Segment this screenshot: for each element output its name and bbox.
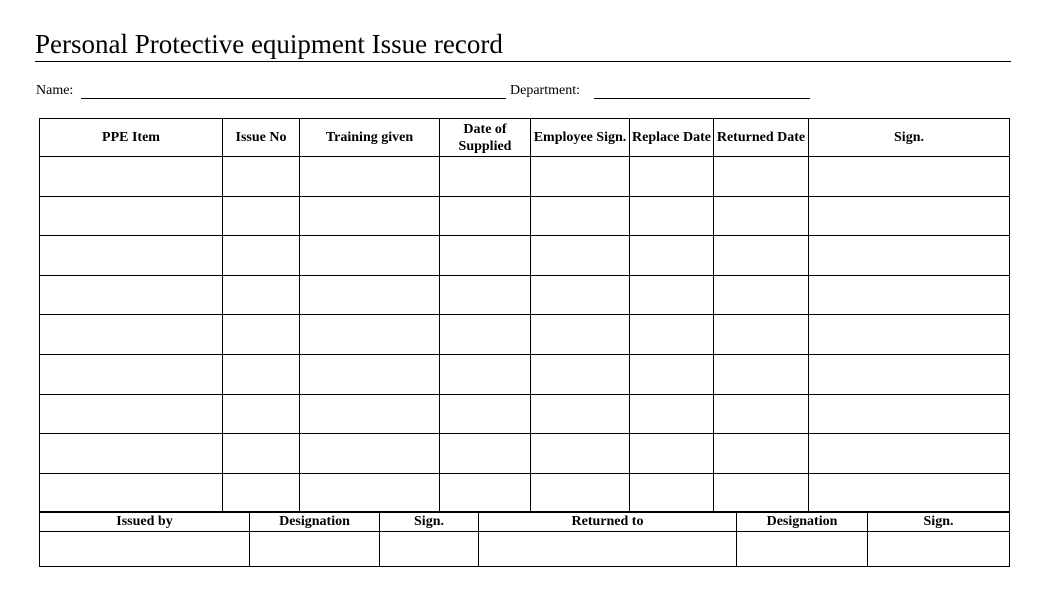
footer-header-row — [40, 512, 1010, 532]
returned-date-cell[interactable] — [714, 236, 809, 276]
issue-no-cell[interactable] — [223, 434, 300, 474]
department-field[interactable] — [594, 98, 810, 99]
header-issue-no: Issue No — [223, 119, 300, 157]
replace-date-cell[interactable] — [630, 354, 714, 394]
issue-no-cell[interactable] — [223, 196, 300, 236]
employee-sign-cell[interactable] — [531, 354, 630, 394]
training-given-cell[interactable] — [300, 236, 440, 276]
header-sign: Sign. — [380, 512, 479, 532]
ppe-item-cell[interactable] — [40, 473, 223, 513]
issuer-designation-cell[interactable] — [250, 532, 380, 567]
table-row — [40, 236, 1010, 276]
header-designation: Designation — [250, 512, 380, 532]
training-given-cell[interactable] — [300, 196, 440, 236]
header-issued-by: Issued by — [40, 512, 250, 532]
date-supplied-cell[interactable] — [440, 473, 531, 513]
department-label: Department: — [510, 83, 580, 98]
date-supplied-cell[interactable] — [440, 315, 531, 355]
employee-sign-cell[interactable] — [531, 157, 630, 197]
name-field[interactable] — [81, 98, 506, 99]
table-row — [40, 394, 1010, 434]
header-designation: Designation — [737, 512, 868, 532]
returned-date-cell[interactable] — [714, 275, 809, 315]
header-returned-to: Returned to — [479, 512, 737, 532]
sign-cell[interactable] — [809, 275, 1010, 315]
footer-entry-row — [40, 532, 1010, 567]
header-date-supplied: Date of Supplied — [440, 119, 531, 157]
receiver-sign-cell[interactable] — [868, 532, 1010, 567]
employee-sign-cell[interactable] — [531, 236, 630, 276]
issued-by-cell[interactable] — [40, 532, 250, 567]
replace-date-cell[interactable] — [630, 315, 714, 355]
page-title: Personal Protective equipment Issue record — [35, 29, 503, 59]
date-supplied-cell[interactable] — [440, 275, 531, 315]
ppe-item-cell[interactable] — [40, 394, 223, 434]
header-replace-date: Replace Date — [630, 119, 714, 157]
returned-date-cell[interactable] — [714, 315, 809, 355]
ppe-item-cell[interactable] — [40, 354, 223, 394]
sign-cell[interactable] — [809, 354, 1010, 394]
title-underline — [35, 61, 1011, 62]
receiver-designation-cell[interactable] — [737, 532, 868, 567]
sign-cell[interactable] — [809, 473, 1010, 513]
issuer-sign-cell[interactable] — [380, 532, 479, 567]
date-supplied-cell[interactable] — [440, 196, 531, 236]
employee-sign-cell[interactable] — [531, 275, 630, 315]
sign-cell[interactable] — [809, 315, 1010, 355]
issue-no-cell[interactable] — [223, 354, 300, 394]
returned-to-cell[interactable] — [479, 532, 737, 567]
sign-cell[interactable] — [809, 196, 1010, 236]
ppe-item-cell[interactable] — [40, 315, 223, 355]
replace-date-cell[interactable] — [630, 236, 714, 276]
replace-date-cell[interactable] — [630, 394, 714, 434]
sign-cell[interactable] — [809, 236, 1010, 276]
training-given-cell[interactable] — [300, 434, 440, 474]
replace-date-cell[interactable] — [630, 434, 714, 474]
table-row — [40, 434, 1010, 474]
replace-date-cell[interactable] — [630, 196, 714, 236]
header-training-given: Training given — [300, 119, 440, 157]
ppe-record-table — [39, 118, 1010, 513]
table-row — [40, 315, 1010, 355]
issue-return-table — [39, 511, 1010, 567]
date-supplied-cell[interactable] — [440, 434, 531, 474]
sign-cell[interactable] — [809, 157, 1010, 197]
employee-sign-cell[interactable] — [531, 473, 630, 513]
issue-no-cell[interactable] — [223, 157, 300, 197]
returned-date-cell[interactable] — [714, 196, 809, 236]
ppe-item-cell[interactable] — [40, 275, 223, 315]
issue-no-cell[interactable] — [223, 473, 300, 513]
returned-date-cell[interactable] — [714, 434, 809, 474]
training-given-cell[interactable] — [300, 394, 440, 434]
returned-date-cell[interactable] — [714, 157, 809, 197]
date-supplied-cell[interactable] — [440, 394, 531, 434]
ppe-item-cell[interactable] — [40, 196, 223, 236]
record-header-row — [40, 119, 1010, 157]
replace-date-cell[interactable] — [630, 157, 714, 197]
employee-sign-cell[interactable] — [531, 434, 630, 474]
header-employee-sign: Employee Sign. — [531, 119, 630, 157]
header-sign: Sign. — [809, 119, 1010, 157]
returned-date-cell[interactable] — [714, 394, 809, 434]
header-ppe-item: PPE Item — [40, 119, 223, 157]
table-row — [40, 354, 1010, 394]
replace-date-cell[interactable] — [630, 473, 714, 513]
employee-sign-cell[interactable] — [531, 196, 630, 236]
training-given-cell[interactable] — [300, 275, 440, 315]
training-given-cell[interactable] — [300, 315, 440, 355]
employee-sign-cell[interactable] — [531, 315, 630, 355]
header-returned-date: Returned Date — [714, 119, 809, 157]
issue-no-cell[interactable] — [223, 236, 300, 276]
name-label: Name: — [36, 83, 74, 98]
issue-no-cell[interactable] — [223, 394, 300, 434]
table-row — [40, 157, 1010, 197]
returned-date-cell[interactable] — [714, 354, 809, 394]
sign-cell[interactable] — [809, 434, 1010, 474]
returned-date-cell[interactable] — [714, 473, 809, 513]
ppe-item-cell[interactable] — [40, 236, 223, 276]
table-row — [40, 473, 1010, 513]
date-supplied-cell[interactable] — [440, 354, 531, 394]
ppe-item-cell[interactable] — [40, 157, 223, 197]
header-sign: Sign. — [868, 512, 1010, 532]
table-row — [40, 275, 1010, 315]
training-given-cell[interactable] — [300, 473, 440, 513]
training-given-cell[interactable] — [300, 354, 440, 394]
sign-cell[interactable] — [809, 394, 1010, 434]
employee-sign-cell[interactable] — [531, 394, 630, 434]
date-supplied-cell[interactable] — [440, 157, 531, 197]
training-given-cell[interactable] — [300, 157, 440, 197]
issue-no-cell[interactable] — [223, 315, 300, 355]
table-row — [40, 196, 1010, 236]
replace-date-cell[interactable] — [630, 275, 714, 315]
issue-no-cell[interactable] — [223, 275, 300, 315]
date-supplied-cell[interactable] — [440, 236, 531, 276]
ppe-item-cell[interactable] — [40, 434, 223, 474]
